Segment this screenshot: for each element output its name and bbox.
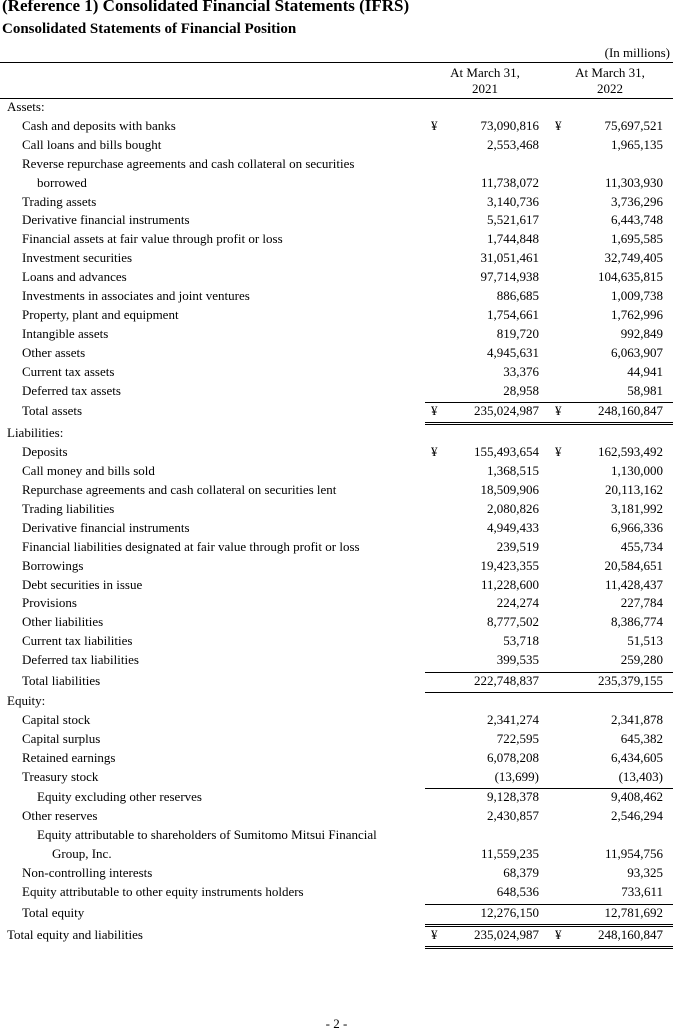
value-2022: 6,443,748 [611, 212, 663, 228]
table-row [0, 789, 673, 808]
total-row [0, 673, 673, 692]
value-2022: 162,593,492 [598, 444, 663, 460]
total-double-rule [425, 422, 673, 423]
value-2021: 18,509,906 [480, 482, 539, 497]
yen-symbol: ¥ [555, 117, 562, 133]
yen-symbol: ¥ [431, 117, 438, 133]
value-2021: 28,958 [503, 382, 539, 398]
value-2022: 11,954,756 [604, 846, 663, 862]
column-header-2021-line2: 2021 [472, 81, 498, 96]
row-label: Reverse repurchase agreements and cash collateral on securities [22, 155, 355, 171]
value-2022: 1,965,135 [611, 136, 663, 152]
value-2022: 12,781,692 [604, 904, 663, 920]
value-2022: 2,341,878 [611, 711, 663, 727]
section-row [0, 425, 673, 444]
value-2021: 648,536 [496, 883, 539, 899]
table-row [0, 539, 673, 558]
table-row [0, 595, 673, 614]
table-row [0, 269, 673, 288]
value-2022: 992,849 [620, 325, 663, 341]
row-label: Capital surplus [22, 730, 101, 746]
table-row [0, 731, 673, 750]
value-2022: 104,635,815 [598, 269, 663, 285]
table-row [0, 712, 673, 731]
row-label: Investment securities [22, 250, 133, 266]
row-label: Other assets [22, 344, 86, 360]
table-row [0, 212, 673, 231]
yen-symbol: ¥ [555, 444, 562, 460]
row-label-continuation: borrowed [37, 174, 87, 190]
value-2022: 733,611 [621, 883, 663, 899]
table-row [0, 364, 673, 383]
value-2022: 58,981 [627, 382, 663, 398]
value-2021: 235,024,987 [474, 403, 539, 419]
value-2022: 32,749,405 [604, 250, 663, 266]
column-header-2022-line1: At March 31, [575, 65, 645, 80]
value-2021: 6,078,208 [487, 749, 539, 765]
table-row [0, 577, 673, 596]
row-label: Equity: [7, 692, 46, 708]
value-2021: 2,553,468 [487, 136, 539, 152]
value-2022: 20,113,162 [604, 482, 663, 497]
value-2021: 235,024,987 [474, 926, 539, 942]
value-2021: 68,379 [503, 865, 539, 880]
value-2022: 11,428,437 [604, 576, 663, 592]
value-2021: 73,090,816 [480, 117, 539, 133]
value-2021: 222,748,837 [474, 673, 539, 688]
row-label: Trading assets [22, 193, 97, 209]
value-2021: 11,559,235 [480, 846, 539, 862]
value-2022: 9,408,462 [611, 789, 663, 805]
table-row [0, 652, 673, 671]
yen-symbol: ¥ [431, 444, 438, 460]
column-header-2021 [425, 65, 545, 97]
value-2021: 1,744,848 [487, 231, 539, 247]
row-label: Borrowings [22, 557, 84, 573]
table-row [0, 231, 673, 250]
value-2022: 645,382 [620, 730, 663, 746]
value-2022: 1,695,585 [611, 231, 663, 247]
row-label: Current tax liabilities [22, 633, 133, 649]
row-label: Total equity [22, 904, 85, 920]
column-header-2022 [550, 65, 670, 97]
yen-symbol: ¥ [555, 926, 562, 942]
value-2021: 239,519 [496, 538, 539, 554]
value-2021: 97,714,938 [480, 269, 539, 285]
row-label: Non-controlling interests [22, 865, 153, 880]
value-2021: 11,228,600 [480, 576, 539, 592]
column-header-2022-line2: 2022 [597, 81, 623, 96]
row-label: Current tax assets [22, 363, 115, 379]
table-row [0, 250, 673, 269]
statement-subtitle: Consolidated Statements of Financial Position [2, 21, 297, 37]
row-label: Deferred tax liabilities [22, 652, 139, 668]
value-2022: 8,386,774 [611, 614, 663, 630]
value-2022: 75,697,521 [604, 117, 663, 133]
yen-symbol: ¥ [431, 403, 438, 419]
table-row [0, 137, 673, 156]
value-2021: 886,685 [496, 288, 539, 303]
table-row [0, 633, 673, 652]
value-2022: 2,546,294 [611, 808, 663, 824]
table-row [0, 345, 673, 364]
row-label: Repurchase agreements and cash collateral on securities lent [22, 482, 337, 497]
row-label: Cash and deposits with banks [22, 117, 176, 133]
row-label: Capital stock [22, 711, 91, 727]
value-2021: 819,720 [496, 325, 539, 341]
value-2022: 6,434,605 [611, 749, 663, 765]
value-2021: 2,341,274 [487, 711, 539, 727]
row-label: Deferred tax assets [22, 382, 121, 398]
value-2021: 33,376 [503, 363, 539, 379]
row-label: Treasury stock [22, 768, 99, 784]
table-row [0, 865, 673, 884]
row-label: Equity attributable to other equity instruments holders [22, 883, 304, 899]
unit-note: (In millions) [604, 45, 670, 60]
value-2022: 51,513 [627, 633, 663, 649]
table-row [0, 326, 673, 345]
value-2021: 19,423,355 [480, 557, 539, 573]
value-2022: 1,009,738 [611, 288, 663, 303]
table-row [0, 884, 673, 903]
row-label: Derivative financial instruments [22, 519, 190, 535]
row-label: Trading liabilities [22, 500, 115, 516]
value-2021: 53,718 [503, 633, 539, 649]
value-2021: 5,521,617 [487, 212, 539, 228]
row-label: Deposits [22, 444, 68, 460]
value-2022: 93,325 [627, 865, 663, 880]
row-label: Other reserves [22, 808, 98, 824]
total-row [0, 905, 673, 924]
row-label: Financial liabilities designated at fair value through profit or loss [22, 538, 360, 554]
row-label: Equity attributable to shareholders of Sumitomo Mitsui Financial [37, 827, 377, 843]
value-2021: 12,276,150 [480, 904, 539, 920]
value-2022: 248,160,847 [598, 403, 663, 419]
header-top-rule [0, 62, 673, 63]
row-label: Retained earnings [22, 749, 116, 765]
row-label: Investments in associates and joint ventures [22, 288, 250, 303]
total-rule-below [425, 924, 673, 925]
yen-symbol: ¥ [555, 403, 562, 419]
value-2021: 722,595 [496, 730, 539, 746]
table-row [0, 194, 673, 213]
total-double-rule [425, 948, 673, 949]
value-2022: 3,181,992 [611, 500, 663, 516]
value-2021: 9,128,378 [487, 789, 539, 805]
table-row [0, 808, 673, 827]
row-label: Call money and bills sold [22, 463, 155, 479]
value-2022: 6,063,907 [611, 344, 663, 360]
value-2022: 455,734 [620, 538, 663, 554]
yen-symbol: ¥ [431, 926, 438, 942]
row-label: Total equity and liabilities [7, 926, 143, 942]
value-2022: 6,966,336 [611, 519, 663, 535]
total-double-rule [425, 946, 673, 947]
value-2021: 31,051,461 [480, 250, 539, 266]
value-2022: 3,736,296 [611, 193, 663, 209]
table-row [0, 118, 673, 137]
row-label: Debt securities in issue [22, 576, 143, 592]
table-row [0, 482, 673, 501]
table-row [0, 288, 673, 307]
document-title: (Reference 1) Consolidated Financial Statements (IFRS) [2, 0, 410, 15]
value-2021: 1,368,515 [487, 463, 539, 479]
value-2022: 248,160,847 [598, 926, 663, 942]
row-label: Other liabilities [22, 614, 104, 630]
value-2021: 224,274 [496, 595, 539, 611]
table-row [0, 383, 673, 402]
value-2022: 227,784 [620, 595, 663, 611]
table-row [0, 827, 673, 865]
table-row [0, 520, 673, 539]
value-2022: 259,280 [620, 652, 663, 668]
value-2021: 11,738,072 [480, 174, 539, 190]
value-2021: 8,777,502 [487, 614, 539, 630]
row-label: Provisions [22, 595, 77, 611]
total-row [0, 403, 673, 422]
value-2021: 3,140,736 [487, 193, 539, 209]
total-row [0, 927, 673, 946]
column-header-2021-line1: At March 31, [450, 65, 520, 80]
row-label: Equity excluding other reserves [37, 789, 202, 805]
value-2022: (13,403) [618, 768, 663, 784]
table-row [0, 156, 673, 194]
row-label: Total liabilities [22, 673, 101, 688]
row-label-continuation: Group, Inc. [52, 846, 112, 862]
value-2021: 2,080,826 [487, 500, 539, 516]
value-2021: 2,430,857 [487, 808, 539, 824]
value-2022: 11,303,930 [604, 174, 663, 190]
value-2021: 1,754,661 [487, 306, 539, 322]
value-2022: 1,762,996 [611, 306, 663, 322]
section-row [0, 99, 673, 118]
row-label: Intangible assets [22, 325, 109, 341]
row-label: Assets: [7, 99, 45, 114]
row-label: Derivative financial instruments [22, 212, 190, 228]
row-label: Total assets [22, 403, 83, 419]
value-2021: (13,699) [494, 768, 539, 784]
value-2021: 4,949,433 [487, 519, 539, 535]
row-label: Financial assets at fair value through profit or loss [22, 231, 283, 247]
table-row [0, 614, 673, 633]
value-2022: 1,130,000 [611, 463, 663, 479]
table-row [0, 307, 673, 326]
value-2022: 20,584,651 [604, 557, 663, 573]
value-2022: 235,379,155 [598, 673, 663, 688]
value-2021: 155,493,654 [474, 444, 539, 460]
table-row [0, 463, 673, 482]
section-row [0, 693, 673, 712]
table-row [0, 769, 673, 788]
table-row [0, 444, 673, 463]
value-2022: 44,941 [627, 363, 663, 379]
table-row [0, 501, 673, 520]
value-2021: 4,945,631 [487, 344, 539, 360]
row-label: Loans and advances [22, 269, 127, 285]
table-row [0, 750, 673, 769]
row-label: Liabilities: [7, 425, 64, 441]
value-2021: 399,535 [496, 652, 539, 668]
table-row [0, 558, 673, 577]
row-label: Call loans and bills bought [22, 136, 162, 152]
row-label: Property, plant and equipment [22, 306, 179, 322]
page-number: - 2 - [325, 1016, 348, 1031]
